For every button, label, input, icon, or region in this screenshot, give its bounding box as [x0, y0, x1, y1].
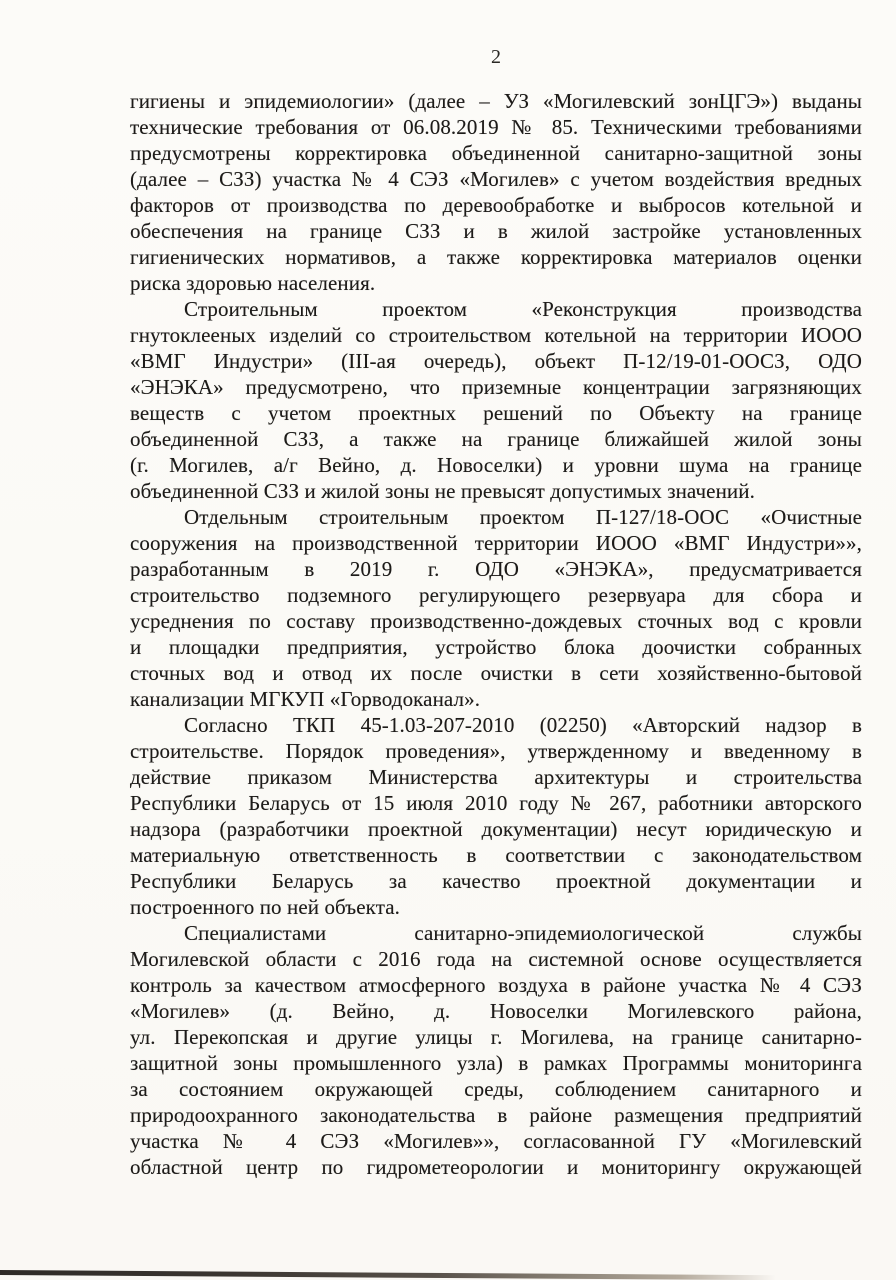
text-line: «ЭНЭКА» предусмотрено, что приземные концентрации загрязняющих [130, 375, 862, 399]
text-line: «Могилев» (д. Вейно, д. Новоселки Могилевского района, [130, 999, 862, 1023]
text-line: обеспечения на границе СЗЗ и в жилой застройке установленных [130, 219, 862, 243]
text-line: сооружения на производственной территории ИООО «ВМГ Индустри»», [130, 531, 862, 555]
text-column [130, 44, 862, 1180]
text-line: веществ с учетом проектных решений по Объекту на границе [130, 401, 862, 425]
text-line: канализации МГКУП «Горводоканал». [130, 687, 481, 711]
text-line: гнутоклееных изделий со строительством котельной на территории ИООО [130, 323, 862, 347]
text-line: действие приказом Министерства архитектуры и строительства [130, 765, 862, 789]
text-line: объединенной СЗЗ, а также на границе ближайшей жилой зоны [130, 427, 862, 451]
text-line: технические требования от 06.08.2019 № 85. Техническими требованиями [130, 115, 862, 139]
text-line: риска здоровью населения. [130, 271, 376, 295]
paragraph [130, 296, 862, 504]
text-line: Могилевской области с 2016 года на системной основе осуществляется [130, 947, 862, 971]
text-line: областной центр по гидрометеорологии и мониторингу окружающей [130, 1155, 862, 1179]
text-line: участка № 4 СЭЗ «Могилев»», согласованной ГУ «Могилевский [130, 1129, 862, 1153]
text-line: Республики Беларусь от 15 июля 2010 году № 267, работники авторского [130, 791, 862, 815]
text-line: природоохранного законодательства в районе размещения предприятий [130, 1103, 862, 1127]
text-line: контроль за качеством атмосферного воздуха в районе участка № 4 СЭЗ [130, 973, 862, 997]
text-line: (далее – СЗЗ) участка № 4 СЭЗ «Могилев» с учетом воздействия вредных [130, 167, 862, 191]
paragraph [130, 712, 862, 920]
text-line: за состоянием окружающей среды, соблюдением санитарного и [130, 1077, 862, 1101]
text-line: Строительным проектом «Реконструкция производства [184, 297, 862, 321]
text-line: защитной зоны промышленного узла) в рамках Программы мониторинга [130, 1051, 862, 1075]
text-line: факторов от производства по деревообработке и выбросов котельной и [130, 193, 862, 217]
text-line: (г. Могилев, а/г Вейно, д. Новоселки) и уровни шума на границе [130, 453, 862, 477]
text-line: гигиенических нормативов, а также корректировка материалов оценки [130, 245, 862, 269]
text-line: «ВМГ Индустри» (III-ая очередь), объект П-12/19-01-ООСЗ, ОДО [130, 349, 862, 373]
paragraph [130, 920, 862, 1180]
text-line: ул. Перекопская и другие улицы г. Могилева, на границе санитарно- [130, 1025, 862, 1049]
text-line: построенного по ней объекта. [130, 895, 401, 919]
text-line: Республики Беларусь за качество проектной документации и [130, 869, 862, 893]
text-line: сточных вод и отвод их после очистки в сети хозяйственно-бытовой [130, 661, 862, 685]
text-line: строительство подземного регулирующего резервуара для сбора и [130, 583, 862, 607]
text-line: строительстве. Порядок проведения», утвержденному и введенному в [130, 739, 862, 763]
text-line: Согласно ТКП 45-1.03-207-2010 (02250) «Авторский надзор в [184, 713, 862, 737]
text-line: материальную ответственность в соответствии с законодательством [130, 843, 862, 867]
paragraph [130, 504, 862, 712]
text-line: и площадки предприятия, устройство блока доочистки собранных [130, 635, 862, 659]
text-line: Отдельным строительным проектом П-127/18-ООС «Очистные [184, 505, 862, 529]
text-line: разработанным в 2019 г. ОДО «ЭНЭКА», предусматривается [130, 557, 862, 581]
scan-edge-artifact [0, 1270, 792, 1280]
text-line: объединенной СЗЗ и жилой зоны не превысят допустимых значений. [130, 479, 755, 503]
text-line: надзора (разработчики проектной документации) несут юридическую и [130, 817, 862, 841]
page-number: 2 [491, 46, 501, 68]
text-line: гигиены и эпидемиологии» (далее – УЗ «Могилевский зонЦГЭ») выданы [130, 89, 862, 113]
text-line: усреднения по составу производственно-дождевых сточных вод с кровли [130, 609, 862, 633]
paragraph [130, 88, 862, 296]
text-line: предусмотрены корректировка объединенной санитарно-защитной зоны [130, 141, 862, 165]
text-line: Специалистами санитарно-эпидемиологической службы [184, 921, 862, 945]
